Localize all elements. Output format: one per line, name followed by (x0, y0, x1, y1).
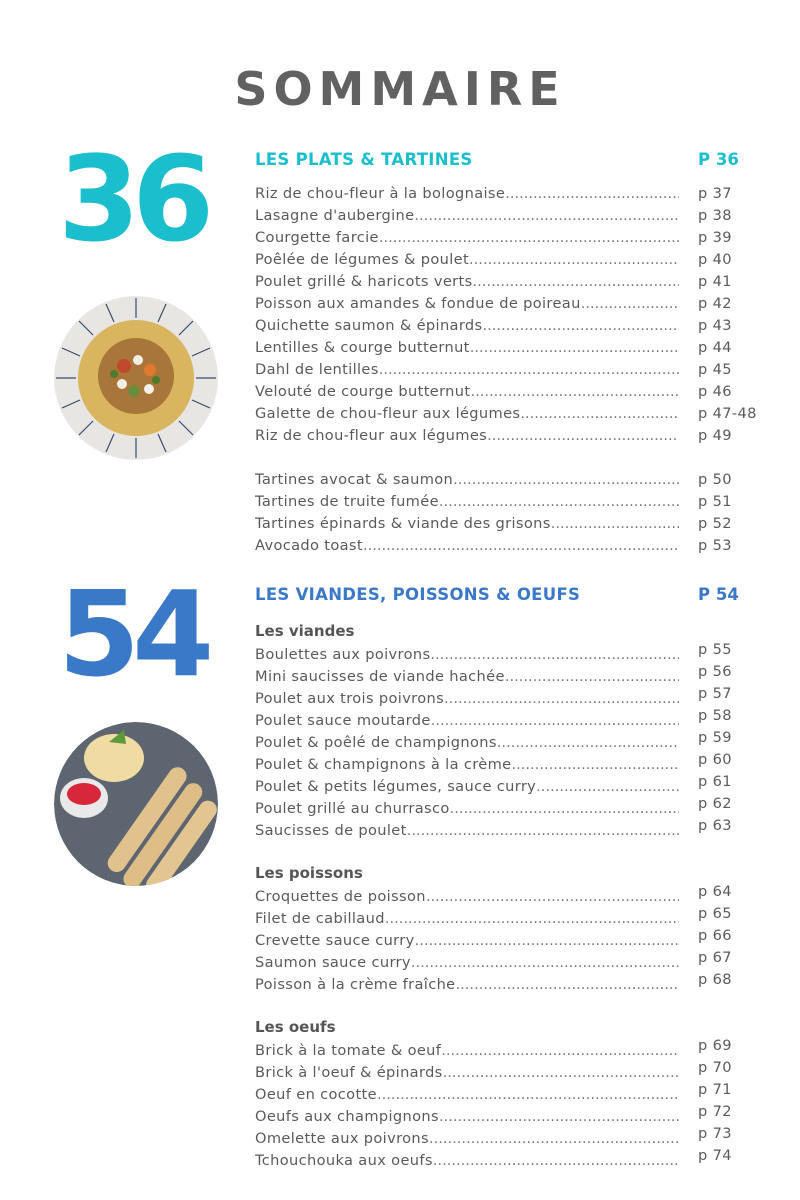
toc-entry-label: Omelette aux poivrons ..... (255, 1128, 679, 1150)
toc-entry (255, 641, 760, 666)
toc-entry-page: p 67 (698, 949, 732, 966)
toc-entry-page: p 64 (698, 883, 732, 900)
toc-entry (255, 751, 760, 776)
toc-entry-page: p 39 (698, 229, 732, 246)
toc-entry-page: p 56 (698, 663, 732, 680)
toc-entry (255, 227, 760, 249)
toc-entry (255, 905, 760, 930)
toc-entry-page: p 74 (698, 1147, 732, 1164)
toc-entry-label: Poulet & petits légumes, sauce curry ..... (255, 776, 679, 798)
toc-entry-label: Tchouchouka aux oeufs ..... (255, 1150, 679, 1172)
toc-entry-label: Saumon sauce curry ..... (255, 952, 679, 974)
toc-entry (255, 927, 760, 952)
toc-entry (255, 183, 760, 205)
toc-entry-label: Galette de chou-fleur aux légumes ..... (255, 403, 679, 425)
toc-entry (255, 469, 760, 491)
toc-entry (255, 425, 760, 447)
toc-entry (255, 817, 760, 842)
toc-entry-page: p 63 (698, 817, 732, 834)
toc-entry-page: p 68 (698, 971, 732, 988)
toc-entry (255, 663, 760, 688)
toc-entry-page: p 38 (698, 207, 732, 224)
toc-entry (255, 337, 760, 359)
toc-entry (255, 535, 760, 557)
toc-entry-page: p 46 (698, 383, 732, 400)
toc-entry-page: p 37 (698, 185, 732, 202)
toc-entry-page: p 61 (698, 773, 732, 790)
toc-entry-page: p 72 (698, 1103, 732, 1120)
subsection-title: Les viandes (255, 622, 355, 640)
toc-entry-label: Lasagne d'aubergine ..... (255, 205, 679, 227)
toc-entry (255, 491, 760, 513)
toc-entry-label: Avocado toast ..... (255, 535, 679, 557)
toc-entry-label: Oeuf en cocotte ..... (255, 1084, 679, 1106)
toc-entry (255, 315, 760, 337)
toc-entry-page: p 50 (698, 471, 732, 488)
toc-entry-page: p 57 (698, 685, 732, 702)
section-number: 36 (58, 130, 207, 268)
toc-entry-page: p 51 (698, 493, 732, 510)
toc-entry-page: p 66 (698, 927, 732, 944)
toc-entry (255, 359, 760, 381)
toc-entry-page: p 47-48 (698, 405, 757, 422)
toc-entry (255, 773, 760, 798)
toc-entry-page: p 42 (698, 295, 732, 312)
toc-entry (255, 1037, 760, 1062)
toc-entry-page: p 65 (698, 905, 732, 922)
section-photo-bowl (54, 296, 218, 460)
toc-entry-label: Riz de chou-fleur à la bolognaise ..... (255, 183, 679, 205)
toc-entry (255, 403, 760, 425)
toc-entry-label: Boulettes aux poivrons ..... (255, 644, 679, 666)
toc-entry (255, 949, 760, 974)
toc-entry-label: Poulet sauce moutarde ..... (255, 710, 679, 732)
section-number: 54 (58, 565, 207, 703)
toc-entry (255, 381, 760, 403)
toc-entry-page: p 40 (698, 251, 732, 268)
toc-entry (255, 1103, 760, 1128)
toc-entry-label: Velouté de courge butternut ..... (255, 381, 679, 403)
toc-entry (255, 685, 760, 710)
section-page: P 36 (698, 150, 739, 169)
toc-entry-label: Poulet & champignons à la crème ..... (255, 754, 679, 776)
toc-entry-page: p 58 (698, 707, 732, 724)
toc-entry-page: p 70 (698, 1059, 732, 1076)
toc-entry (255, 795, 760, 820)
section-heading: LES PLATS & TARTINES (255, 150, 473, 169)
toc-entry (255, 1147, 760, 1172)
section-photo-plate (54, 722, 218, 886)
toc-entry (255, 1081, 760, 1106)
toc-entry-label: Poêlée de légumes & poulet ..... (255, 249, 679, 271)
toc-entry-label: Tartines avocat & saumon ..... (255, 469, 679, 491)
toc-entry-label: Dahl de lentilles ..... (255, 359, 679, 381)
toc-entry-page: p 49 (698, 427, 732, 444)
toc-entry (255, 1125, 760, 1150)
toc-entry (255, 293, 760, 315)
toc-entry-label: Mini saucisses de viande hachée ..... (255, 666, 679, 688)
toc-entry-page: p 41 (698, 273, 732, 290)
toc-entry-page: p 60 (698, 751, 732, 768)
toc-entry-label: Poulet aux trois poivrons ..... (255, 688, 679, 710)
page-title: SOMMAIRE (234, 62, 566, 116)
toc-entry (255, 707, 760, 732)
section-page: P 54 (698, 585, 739, 604)
subsection-title: Les poissons (255, 864, 363, 882)
toc-entry (255, 249, 760, 271)
toc-entry-label: Courgette farcie ..... (255, 227, 679, 249)
section-heading: LES VIANDES, POISSONS & OEUFS (255, 585, 581, 604)
toc-entry-label: Filet de cabillaud ..... (255, 908, 679, 930)
toc-entry-label: Brick à la tomate & oeuf ..... (255, 1040, 679, 1062)
toc-entry-label: Croquettes de poisson ..... (255, 886, 679, 908)
toc-entry-label: Poulet grillé au churrasco ..... (255, 798, 679, 820)
toc-entry-label: Poisson aux amandes & fondue de poireau ..... (255, 293, 679, 315)
toc-entry (255, 971, 760, 996)
toc-entry-label: Poisson à la crème fraîche ..... (255, 974, 679, 996)
toc-entry (255, 1059, 760, 1084)
toc-entry-label: Crevette sauce curry ..... (255, 930, 679, 952)
toc-entry-label: Quichette saumon & épinards ..... (255, 315, 679, 337)
toc-entry-label: Lentilles & courge butternut ..... (255, 337, 679, 359)
toc-entry-page: p 43 (698, 317, 732, 334)
subsection-title: Les oeufs (255, 1018, 336, 1036)
toc-entry (255, 513, 760, 535)
toc-entry-page: p 71 (698, 1081, 732, 1098)
toc-entry-page: p 62 (698, 795, 732, 812)
toc-entry (255, 205, 760, 227)
toc-entry-page: p 59 (698, 729, 732, 746)
toc-entry-label: Saucisses de poulet ..... (255, 820, 679, 842)
toc-entry-label: Oeufs aux champignons ..... (255, 1106, 679, 1128)
toc-entry (255, 883, 760, 908)
toc-entry-page: p 55 (698, 641, 732, 658)
toc-entry-page: p 45 (698, 361, 732, 378)
toc-entry-page: p 69 (698, 1037, 732, 1054)
toc-entry-label: Poulet & poêlé de champignons ..... (255, 732, 679, 754)
toc-entry-label: Tartines de truite fumée ..... (255, 491, 679, 513)
toc-entry-page: p 52 (698, 515, 732, 532)
toc-entry (255, 271, 760, 293)
toc-entry-label: Brick à l'oeuf & épinards ..... (255, 1062, 679, 1084)
toc-entry-page: p 44 (698, 339, 732, 356)
toc-entry-page: p 73 (698, 1125, 732, 1142)
toc-entry-label: Poulet grillé & haricots verts ..... (255, 271, 679, 293)
toc-entry-page: p 53 (698, 537, 732, 554)
toc-entry-label: Tartines épinards & viande des grisons ..... (255, 513, 679, 535)
toc-entry (255, 729, 760, 754)
toc-entry-label: Riz de chou-fleur aux légumes ..... (255, 425, 679, 447)
